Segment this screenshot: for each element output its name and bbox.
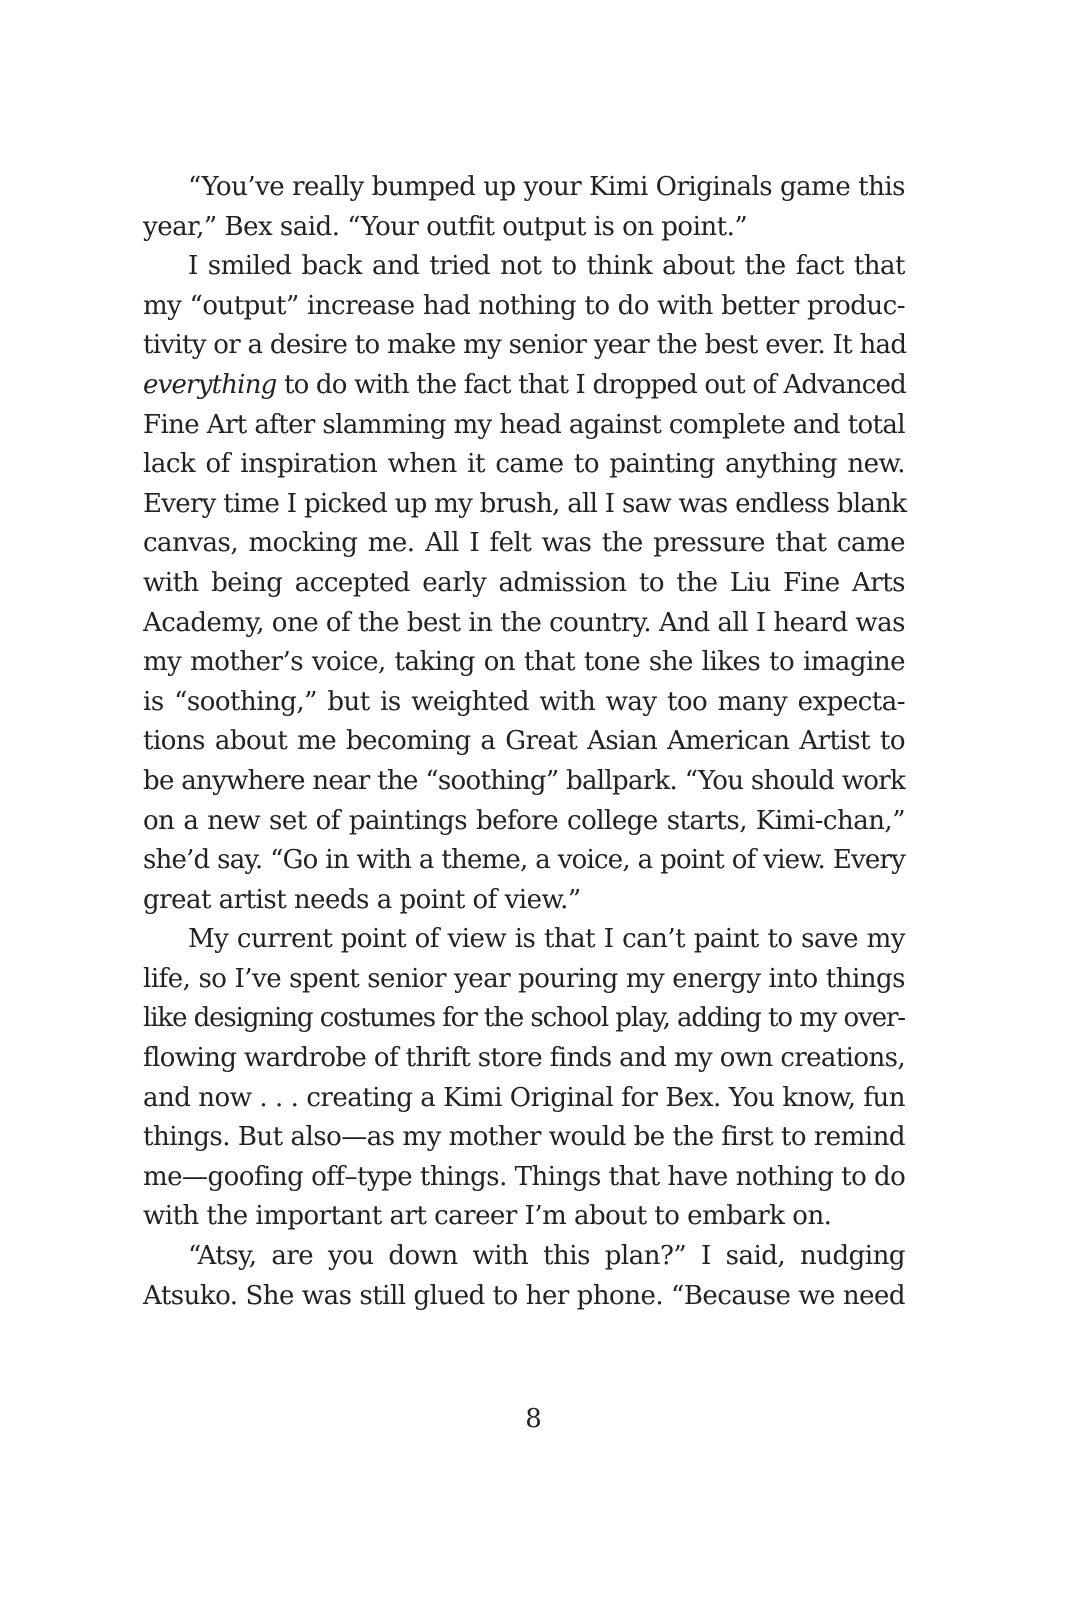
text-line: life, so I’ve spent senior year pouring my energy into things	[143, 963, 905, 994]
text-line: Fine Art after slamming my head against complete and total	[143, 409, 905, 440]
text-line: Academy, one of the best in the country. And all I heard was	[143, 607, 905, 638]
text-line: “You’ve really bumped up your Kimi Originals game this	[188, 172, 905, 202]
text-line: great artist needs a point of view.”	[143, 884, 581, 915]
text-line: My current point of view is that I can’t paint to save my	[188, 924, 905, 955]
text-line: like designing costumes for the school play, adding to my over-	[143, 1003, 905, 1034]
text-line: canvas, mocking me. All I felt was the pressure that came	[143, 528, 905, 559]
text-line: year,” Bex said. “Your outfit output is on point.”	[143, 211, 748, 242]
text-line: be anywhere near the “soothing” ballpark. “You should work	[143, 765, 905, 796]
text-line: “Atsy, are you down with this plan?” I said, nudging	[188, 1241, 905, 1272]
text-line: she’d say. “Go in with a theme, a voice, a point of view. Every	[143, 845, 905, 876]
text-line: flowing wardrobe of thrift store finds and my own creations,	[143, 1043, 905, 1074]
text-line: is “soothing,” but is weighted with way too many expecta-	[143, 686, 905, 717]
text-line: my mother’s voice, taking on that tone she likes to imagine	[143, 647, 905, 678]
text-line: my “output” increase had nothing to do with better produc-	[143, 290, 905, 321]
text-line	[143, 366, 905, 406]
emphasized-word: everything	[143, 369, 277, 400]
text-line: and now . . . creating a Kimi Original for Bex. You know, fun	[143, 1082, 905, 1113]
text-line: I smiled back and tried not to think about the fact that	[188, 251, 905, 282]
text-line: me—goofing off–type things. Things that have nothing to do	[143, 1161, 906, 1192]
text-line: with being accepted early admission to the Liu Fine Arts	[143, 567, 905, 598]
text-line: lack of inspiration when it came to painting anything new.	[143, 449, 905, 480]
body-text	[143, 168, 905, 1316]
text-line-rest: to do with the fact that I dropped out of Advanced	[283, 369, 907, 400]
text-line: on a new set of paintings before college starts, Kimi-chan,”	[143, 805, 905, 836]
page-number: 8	[525, 1404, 542, 1434]
text-line: things. But also—as my mother would be the first to remind	[143, 1122, 905, 1153]
text-line: tions about me becoming a Great Asian American Artist to	[143, 726, 905, 757]
text-line: tivity or a desire to make my senior year the best ever. It had	[143, 330, 907, 361]
text-line: with the important art career I’m about to embark on.	[143, 1201, 832, 1232]
text-line: Atsuko. She was still glued to her phone. “Because we need	[143, 1280, 905, 1311]
text-line: Every time I picked up my brush, all I saw was endless blank	[143, 488, 907, 519]
